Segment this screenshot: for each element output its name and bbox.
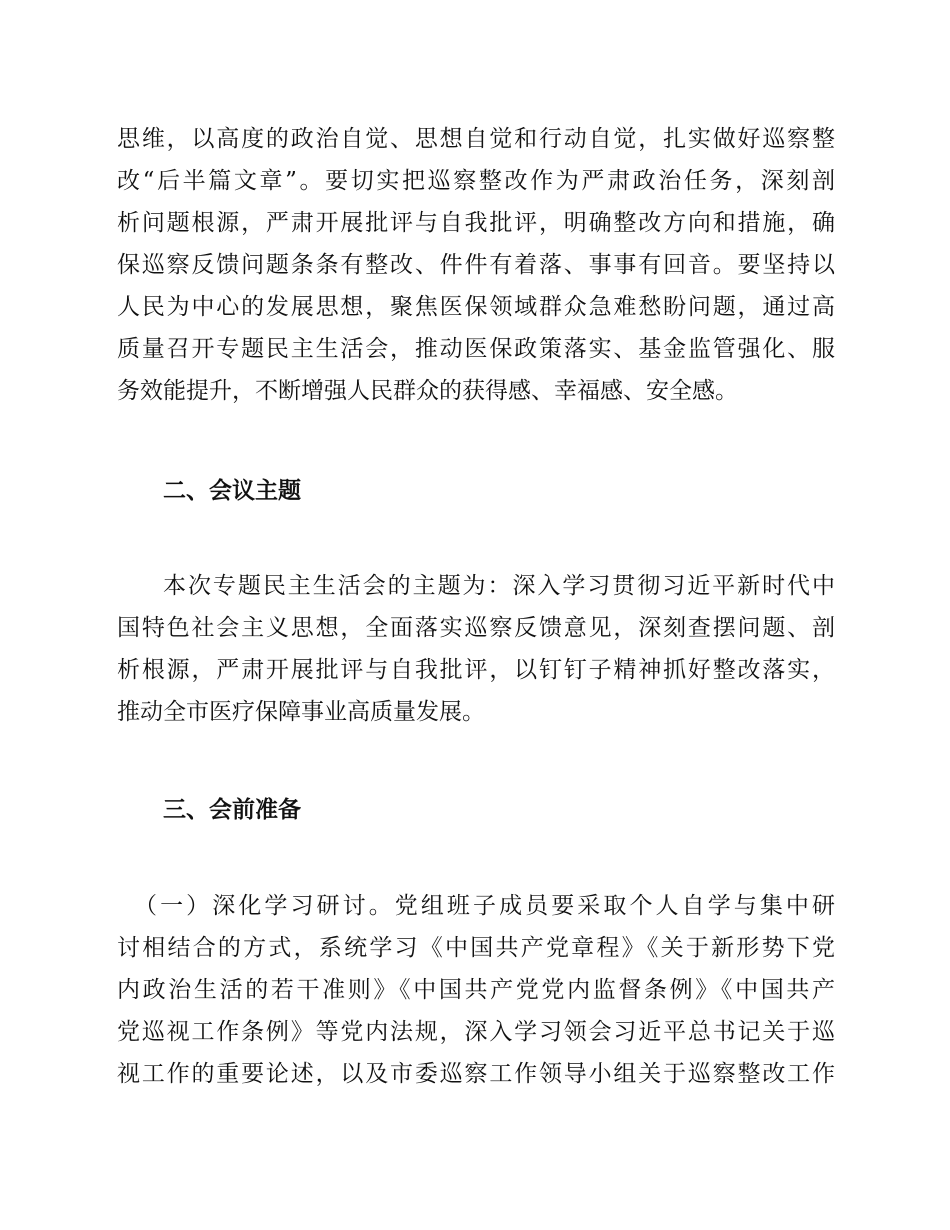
section-heading-2: 二、会议主题 <box>163 478 301 504</box>
text-line: 析根源，严肃开展批评与自我批评，以钉钉子精神抓好整改落实， <box>117 657 835 683</box>
text-line: 党巡视工作条例》等党内法规，深入学习领会习近平总书记关于巡 <box>117 1019 835 1045</box>
text-line: （一）深化学习研讨。党组班子成员要采取个人自学与集中研 <box>134 893 835 919</box>
text-line: 国特色社会主义思想，全面落实巡察反馈意见，深刻查摆问题、剖 <box>117 615 835 641</box>
text-line: 质量召开专题民主生活会，推动医保政策落实、基金监管强化、服 <box>117 336 835 362</box>
text-line: 保巡察反馈问题条条有整改、件件有着落、事事有回音。要坚持以 <box>117 252 835 278</box>
text-line: 务效能提升，不断增强人民群众的获得感、幸福感、安全感。 <box>117 378 738 404</box>
text-line: 本次专题民主生活会的主题为：深入学习贯彻习近平新时代中 <box>163 573 835 599</box>
text-line: 思维，以高度的政治自觉、思想自觉和行动自觉，扎实做好巡察整 <box>117 126 835 152</box>
text-line: 内政治生活的若干准则》《中国共产党党内监督条例》《中国共产 <box>117 977 835 1003</box>
text-line: 改“后半篇文章”。要切实把巡察整改作为严肃政治任务，深刻剖 <box>117 168 835 194</box>
text-line: 推动全市医疗保障事业高质量发展。 <box>117 699 485 725</box>
text-line: 讨相结合的方式，系统学习《中国共产党章程》《关于新形势下党 <box>117 935 835 961</box>
text-line: 视工作的重要论述，以及市委巡察工作领导小组关于巡察整改工作 <box>117 1061 835 1087</box>
text-line: 析问题根源，严肃开展批评与自我批评，明确整改方向和措施，确 <box>117 210 835 236</box>
section-heading-3: 三、会前准备 <box>163 797 301 823</box>
text-line: 人民为中心的发展思想，聚焦医保领域群众急难愁盼问题，通过高 <box>117 294 835 320</box>
